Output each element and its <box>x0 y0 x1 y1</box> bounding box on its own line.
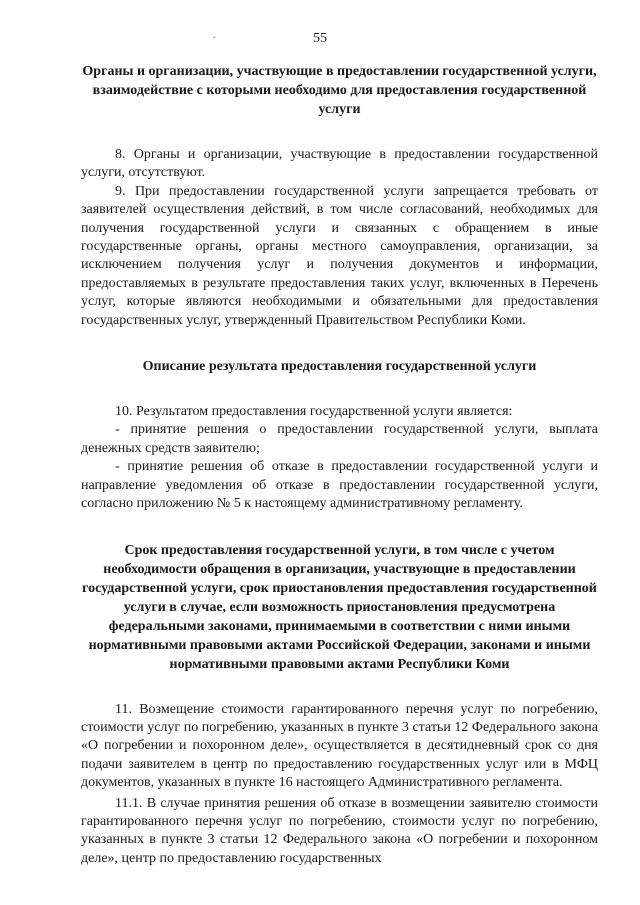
section-heading-organizations: Органы и организации, участвующие в предоставлении государственной услуги, взаимодействие с которыми необходимо для предоставления государственной услуги <box>82 64 597 117</box>
scan-mark: . <box>213 30 216 41</box>
paragraph-8: 8. Органы и организации, участвующие в предоставлении государственной услуги, отсутствуют. <box>81 147 598 181</box>
page-number: 55 <box>313 31 327 46</box>
paragraph-11-1: 11.1. В случае принятия решения об отказе в возмещении заявителю стоимости гарантированного перечня услуг по погребению, стоимости услуг по погребению, указанных в пункте 3 статьи 12 Федерального закона «О погребении и похоронном деле», центр по предоставлению государственных <box>81 795 598 866</box>
paragraph-10: 10. Результатом предоставления государственной услуги является: <box>115 404 513 420</box>
section-heading-result: Описание результата предоставления государственной услуги <box>142 359 537 375</box>
paragraph-9: 9. При предоставлении государственной услуги запрещается требовать от заявителей осуществления действий, в том числе согласований, необходимых для получения государственной услуги и связанных с обращением в иные государственные органы, органы местного самоуправления, организации, за исключением получения услуг и получения документов и информации, предоставляемых в результате предоставления таких услуг, включенных в Перечень услуг, которые являются необходимыми и обязательными для предоставления государственных услуг, утвержденный Правительством Республики Коми. <box>81 183 598 328</box>
paragraph-11: 11. Возмещение стоимости гарантированного перечня услуг по погребению, стоимости услуг по погребению, указанных в пункте 3 статьи 12 Федерального закона «О погребении и похоронном деле», осуществляется в десятидневный срок со дня подачи заявителем в центр по предоставлению государственных услуг или в МФЦ документов, указанных в пункте 16 настоящего Административного регламента. <box>81 701 598 791</box>
section-heading-term: Срок предоставления государственной услуги, в том числе с учетом необходимости обращения в организации, участвующие в предоставлении государственной услуги, срок приостановления предоставления государственной услуги в случае, если возможность приостановления предусмотрена федеральными законами, принимаемыми в соответствии с ними иными нормативными правовыми актами Российской Федерации, законами и иными нормативными правовыми актами Республики Коми <box>82 542 597 672</box>
paragraph-10-item-a: - принятие решения о предоставлении государственной услуги, выплата денежных средств заявителю; <box>81 422 598 456</box>
document-body <box>81 62 598 868</box>
paragraph-10-item-b: - принятие решения об отказе в предоставлении государственной услуги и направление уведомления об отказе в предоставлении государственной услуги, согласно приложению № 5 к настоящему административному регламенту. <box>81 459 598 512</box>
